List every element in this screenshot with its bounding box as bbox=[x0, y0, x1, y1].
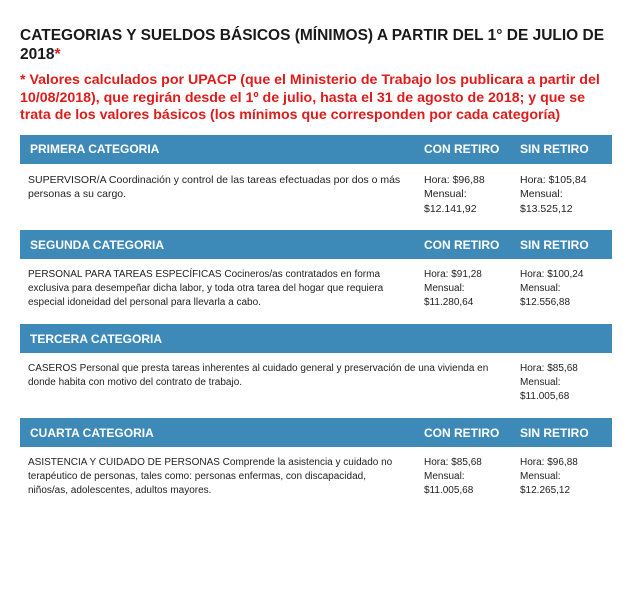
monthly-label: Mensual: bbox=[424, 283, 465, 294]
monthly-rate: $11.280,64 bbox=[424, 297, 474, 308]
salary-table bbox=[20, 135, 612, 499]
category-row bbox=[20, 259, 612, 310]
description-text: Personal que presta tareas inherentes al cuidado general y preservación de una vivienda en donde habita con motivo del contrato de trabajo. bbox=[28, 363, 489, 388]
description-title: PERSONAL PARA TAREAS ESPECÍFICAS bbox=[28, 269, 222, 280]
con-retiro-values bbox=[424, 268, 520, 310]
calculation-note bbox=[20, 72, 612, 125]
category-description bbox=[20, 456, 424, 498]
category-header bbox=[20, 324, 612, 353]
description-text: Coordinación y control de las tareas efectuadas por dos o más personas a su cargo. bbox=[28, 173, 401, 200]
hourly-rate: Hora: $85,68 bbox=[520, 363, 578, 374]
category-block-4 bbox=[20, 418, 612, 498]
col-sin-retiro: SIN RETIRO bbox=[520, 142, 589, 156]
note-prefix: * Valores calculados por bbox=[20, 72, 188, 88]
con-retiro-values bbox=[424, 456, 520, 498]
sin-retiro-values bbox=[520, 268, 612, 310]
col-con-retiro: CON RETIRO bbox=[424, 237, 500, 252]
category-description bbox=[20, 173, 424, 217]
category-row bbox=[20, 353, 612, 404]
document bbox=[20, 26, 612, 512]
description-title: ASISTENCIA Y CUIDADO DE PERSONAS bbox=[28, 457, 220, 468]
monthly-rate: $12.556,88 bbox=[520, 297, 571, 308]
hourly-rate: Hora: $96,88 bbox=[424, 173, 485, 186]
con-retiro-values bbox=[424, 173, 520, 217]
category-name: SEGUNDA CATEGORIA bbox=[30, 237, 165, 252]
category-name: CUARTA CATEGORIA bbox=[30, 425, 154, 440]
monthly-label: Mensual: bbox=[424, 188, 467, 200]
description-text: Cocineros/as contratados en forma exclusiva para desempeñar dicha labor, y toda otra tarea del hogar que requiera especial idoneidad del personal para llevarla a cabo. bbox=[28, 269, 384, 308]
monthly-label: Mensual: bbox=[520, 471, 561, 482]
category-name: TERCERA CATEGORIA bbox=[30, 331, 162, 346]
category-block-3 bbox=[20, 324, 612, 404]
category-header bbox=[20, 135, 612, 164]
note-org: UPACP bbox=[187, 72, 237, 88]
description-title: CASEROS bbox=[28, 363, 77, 374]
title-text: CATEGORIAS Y SUELDOS BÁSICOS (MÍNIMOS) A PARTIR DEL 1° DE JULIO DE 2018 bbox=[20, 27, 605, 63]
monthly-label: Mensual: bbox=[520, 188, 563, 200]
monthly-rate: $12.141,92 bbox=[424, 202, 477, 215]
col-con-retiro: CON RETIRO bbox=[424, 425, 500, 440]
category-row bbox=[20, 164, 612, 217]
monthly-rate: $11.005,68 bbox=[520, 391, 570, 402]
col-sin-retiro: SIN RETIRO bbox=[520, 237, 589, 252]
description-title: SUPERVISOR/A bbox=[28, 173, 107, 186]
hourly-rate: Hora: $105,84 bbox=[520, 173, 587, 186]
category-header bbox=[20, 230, 612, 259]
title-asterisk: * bbox=[54, 46, 61, 63]
sin-retiro-values bbox=[520, 456, 612, 498]
hourly-rate: Hora: $100,24 bbox=[520, 269, 584, 280]
hourly-rate: Hora: $96,88 bbox=[520, 457, 578, 468]
note-rest: (que el Ministerio de Trabajo los publicara a partir del 10/08/2018), que regirán desde el 1º de julio, hasta el 31 de agosto de 2018; y que se trata de los valores básicos (los mínimos que corresponden por cada categoría) bbox=[20, 72, 600, 123]
monthly-rate: $11.005,68 bbox=[424, 485, 474, 496]
category-name: PRIMERA CATEGORIA bbox=[30, 142, 160, 156]
category-block-1 bbox=[20, 135, 612, 217]
sin-retiro-values bbox=[520, 362, 612, 404]
monthly-rate: $12.265,12 bbox=[520, 485, 571, 496]
category-row bbox=[20, 447, 612, 498]
sin-retiro-values bbox=[520, 173, 612, 217]
bottom-whitespace bbox=[20, 542, 620, 602]
col-sin-retiro: SIN RETIRO bbox=[520, 425, 589, 440]
hourly-rate: Hora: $91,28 bbox=[424, 269, 482, 280]
monthly-label: Mensual: bbox=[520, 377, 561, 388]
category-block-2 bbox=[20, 230, 612, 310]
page-title bbox=[20, 26, 612, 64]
col-con-retiro: CON RETIRO bbox=[424, 142, 500, 156]
category-header bbox=[20, 418, 612, 447]
category-description bbox=[20, 268, 424, 310]
monthly-rate: $13.525,12 bbox=[520, 202, 573, 215]
monthly-label: Mensual: bbox=[520, 283, 561, 294]
description-text: Comprende la asistencia y cuidado no terapéutico de personas, tales como: personas enfermas, con discapacidad, niños/as, adolescentes, adultos mayores. bbox=[28, 457, 393, 496]
monthly-label: Mensual: bbox=[424, 471, 465, 482]
hourly-rate: Hora: $85,68 bbox=[424, 457, 482, 468]
category-description bbox=[20, 362, 520, 404]
